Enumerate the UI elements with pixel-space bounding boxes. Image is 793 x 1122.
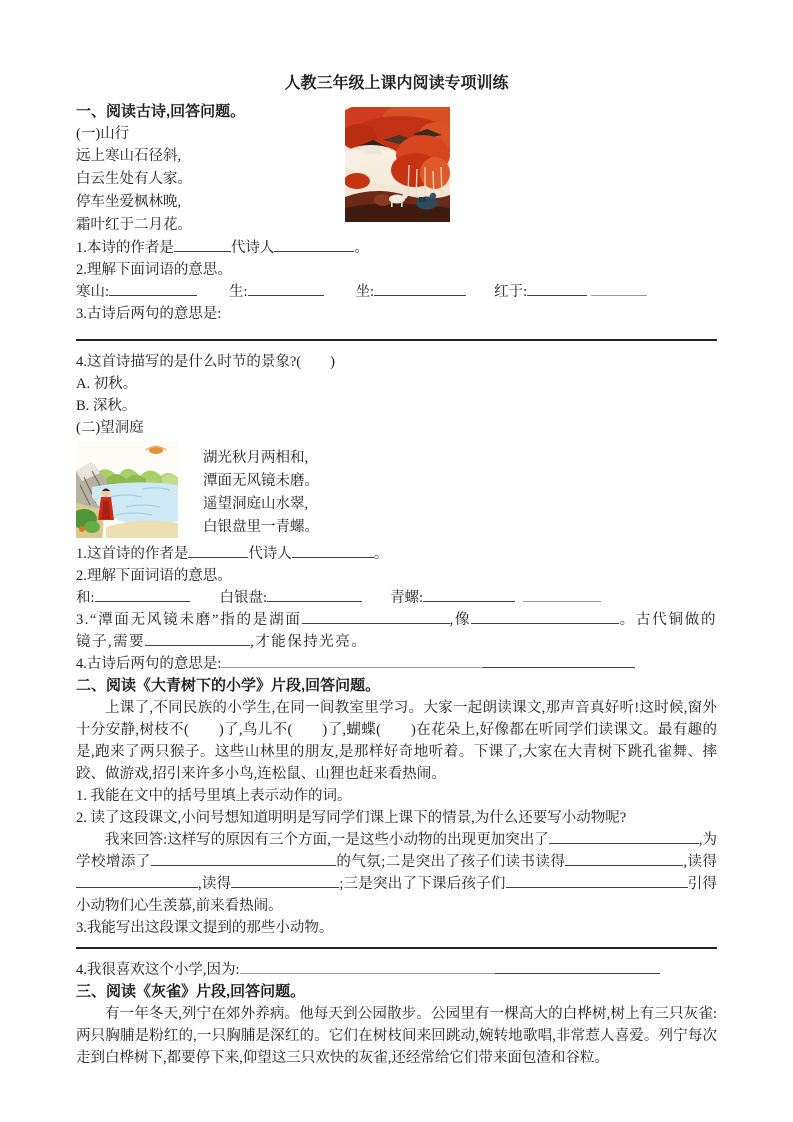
- passage-huique: 有一年冬天,列宁在郊外养病。他每天到公园散步。公园里有一棵高大的白桦树,树上有三只灰雀:两只胸脯是粉红的,一只胸脯是深红的。它们在树枝间来回跳动,婉转地歌唱,非常惹人喜爱。列宁每次走到白桦树下,都要停下来,仰望这三只欢快的灰雀,还经常给它们带来面包渣和谷粒。: [76, 1006, 717, 1066]
- poem2-subtitle: (二)望洞庭: [76, 420, 144, 436]
- blank-underline: [483, 654, 635, 668]
- text-run: 青螺:: [390, 590, 424, 606]
- text-run: ;三是突出了下课后孩子们: [339, 876, 506, 892]
- answer-fill-paragraph: [76, 829, 717, 917]
- poem-line: 遥望洞庭山水翠,: [203, 496, 309, 512]
- blank-underline: [374, 282, 466, 296]
- blank-underline: [188, 544, 248, 558]
- blank-underline: [109, 282, 197, 296]
- spacer: [324, 295, 356, 296]
- text-run: 红于:: [494, 284, 528, 300]
- section-daqingshu: [76, 675, 717, 981]
- text-run: ,读得: [683, 854, 718, 870]
- text-run: 和:: [76, 590, 95, 606]
- blank-underline: [274, 238, 354, 252]
- poem-wangdongting-block: [76, 441, 717, 539]
- spacer: [466, 295, 494, 296]
- blank-underline: [591, 282, 647, 296]
- poem-line: 白云生处有人家。: [76, 171, 192, 187]
- text-run: 我来回答:这样写的原因有三个方面,一是这些小动物的出现更加突出了: [105, 832, 549, 848]
- text-run: 。: [354, 240, 369, 256]
- question-line-words: 2.理解下面词语的意思。: [76, 262, 232, 278]
- blank-underline: [95, 588, 190, 602]
- terms-fill-row2: [76, 587, 717, 609]
- question-list-animals: 3.我能写出这段课文提到的那些小动物。: [76, 920, 334, 936]
- question-action-words: 1. 我能在文中的括号里填上表示动作的词。: [76, 788, 352, 804]
- blank-underline: [523, 588, 601, 602]
- question-why-like-school: [76, 959, 717, 981]
- text-run: ,读得: [198, 876, 232, 892]
- text-run: 寒山:: [76, 284, 110, 300]
- text-run: 。: [373, 546, 389, 562]
- text-run: 。古代铜做的镜子,需要: [76, 612, 718, 650]
- blank-underline: [565, 852, 683, 866]
- section1-heading: 一、阅读古诗,回答问题。: [76, 103, 246, 120]
- text-run: 代诗人: [230, 240, 275, 256]
- question-line-words2: 2.理解下面词语的意思。: [76, 568, 232, 584]
- blank-underline: [248, 282, 324, 296]
- text-run: 白银盘:: [219, 590, 268, 606]
- shanxing-painting-image: [345, 107, 450, 222]
- text-run: 1.这首诗的作者是: [76, 546, 189, 562]
- blank-underline: [221, 654, 483, 668]
- text-run: 4.古诗后两句的意思是:: [76, 656, 222, 672]
- text-run: 4.我很喜欢这个小学,因为:: [76, 962, 240, 978]
- blank-underline: [76, 874, 198, 888]
- blank-underline: [267, 588, 362, 602]
- blank-underline: [549, 830, 699, 844]
- text-run: 生:: [229, 284, 248, 300]
- poem1-subtitle: (一)山行: [76, 126, 130, 142]
- text-run: 1.本诗的作者是: [76, 240, 174, 256]
- spacer: [190, 601, 220, 602]
- question-line-author: [76, 237, 717, 259]
- blank-underline: [495, 960, 660, 974]
- blank-underline: [423, 588, 515, 602]
- blank-underline: [527, 282, 587, 296]
- question-line-season: 4.这首诗描写的是什么时节的景象?( ): [76, 354, 335, 370]
- section-huique: [76, 981, 717, 1069]
- section3-heading: 三、阅读《灰雀》片段,回答问题。: [76, 983, 306, 1000]
- blank-underline: [471, 610, 619, 624]
- poem-line: 停车坐爱枫林晚,: [76, 194, 182, 210]
- poem-wangdongting: [203, 441, 319, 539]
- question-line-meaning: 3.古诗后两句的意思是:: [76, 306, 222, 322]
- section-ancient-poems: [76, 101, 717, 675]
- text-run: ,像: [449, 612, 472, 628]
- question-line-author2: [76, 543, 717, 565]
- spacer: [362, 601, 390, 602]
- wangdongting-illustration-image: [76, 441, 178, 538]
- poem-line: 霜叶红于二月花。: [76, 217, 192, 233]
- blank-underline: [145, 632, 250, 646]
- text-run: 的气氛;二是突出了孩子们读书读得: [335, 854, 566, 870]
- text-run: 引得小动物们心生羡慕,前来看热闹。: [76, 876, 718, 914]
- answer-writing-line: [76, 339, 717, 341]
- spacer: [515, 601, 523, 602]
- blank-underline: [292, 544, 374, 558]
- blank-underline: [302, 610, 450, 624]
- passage-daqingshu: 上课了,不同民族的小学生,在同一间教室里学习。大家一起朗读课文,那声音真好听!这时候,窗外十分安静,树枝不( )了,鸟儿不( )了,蝴蝶( )在花朵上,好像都在听同学们读课文。最有趣的是,跑来了两只猴子。这些山林里的朋友,是那样好奇地听着。下课了,大家在大青树下跳孔雀舞、摔跤、做游戏,招引来许多小鸟,连松鼠、山狸也赶来看热闹。: [76, 700, 717, 782]
- option-b: B. 深秋。: [76, 398, 137, 414]
- text-run: 坐:: [355, 284, 375, 300]
- spacer: [197, 295, 229, 296]
- blank-underline: [231, 874, 339, 888]
- question-line-meaning2: [76, 653, 717, 675]
- text-run: ,才能保持光亮。: [250, 634, 368, 650]
- blank-underline: [151, 852, 336, 866]
- answer-writing-line: [76, 947, 717, 949]
- question-mirror-fill: [76, 609, 717, 653]
- blank-underline: [240, 960, 495, 974]
- section2-heading: 二、阅读《大青树下的小学》片段,回答问题。: [76, 677, 381, 694]
- poem-line: 潭面无风镜未磨。: [203, 473, 319, 489]
- poem-line: 湖光秋月两相和,: [203, 450, 309, 466]
- page-title: 人教三年级上课内阅读专项训练: [284, 75, 509, 92]
- blank-underline: [174, 238, 231, 252]
- text-run: 代诗人: [248, 546, 292, 562]
- option-a: A. 初秋。: [76, 376, 138, 392]
- poem-line: 白银盘里一青螺。: [203, 519, 319, 535]
- text-run: 3.“潭面无风镜未磨”指的是湖面: [76, 612, 302, 628]
- blank-underline: [506, 874, 688, 888]
- text-run: ,为学校增添了: [76, 832, 718, 870]
- terms-fill-row: [76, 281, 717, 303]
- question-why-animals: 2. 读了这段课文,小问号想知道明明是写同学们课上课下的情景,为什么还要写小动物呢?: [76, 810, 627, 826]
- poem-line: 远上寒山石径斜,: [76, 148, 182, 164]
